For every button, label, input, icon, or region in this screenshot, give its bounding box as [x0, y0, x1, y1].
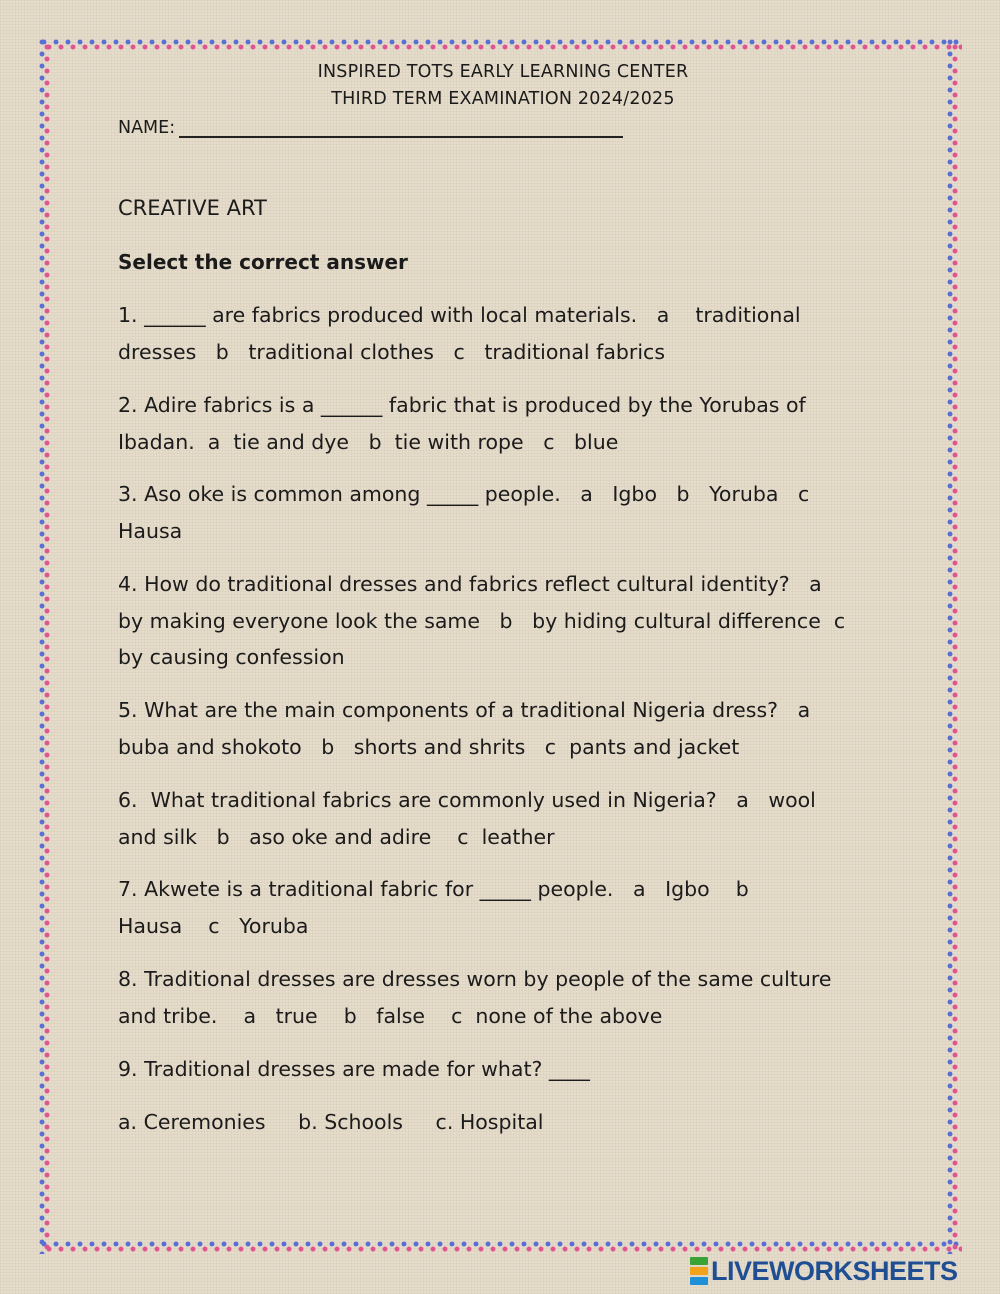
question-line: and tribe. a true b false c none of the above [118, 1003, 663, 1028]
question-line: 1. ______ are fabrics produced with local materials. a traditional [118, 303, 801, 327]
question-2 [118, 387, 888, 460]
question-4 [118, 566, 888, 676]
question-line: a. Ceremonies b. Schools c. Hospital [118, 1110, 544, 1134]
decorative-border-right [946, 38, 960, 1254]
question-line: 5. What are the main components of a traditional Nigeria dress? a [118, 698, 811, 722]
decorative-border-top [40, 38, 962, 52]
exam-title: THIRD TERM EXAMINATION 2024/2025 [331, 89, 675, 109]
question-line: 6. What traditional fabrics are commonly used in Nigeria? a wool [118, 788, 816, 812]
question-6 [118, 782, 888, 855]
question-9-options [118, 1104, 888, 1141]
liveworksheets-watermark [690, 1252, 958, 1290]
question-line: Hausa [118, 518, 183, 543]
question-line: 2. Adire fabrics is a ______ fabric that is produced by the Yorubas of [118, 393, 806, 417]
question-8 [118, 961, 888, 1034]
name-field[interactable] [179, 116, 623, 138]
question-line: 8. Traditional dresses are dresses worn by people of the same culture [118, 967, 832, 991]
question-line: Hausa c Yoruba [118, 913, 309, 938]
question-1 [118, 297, 888, 370]
decorative-border-left [38, 38, 52, 1254]
watermark-text: LIVEWORKSHEETS [711, 1255, 958, 1286]
liveworksheets-logo-icon [690, 1256, 708, 1286]
question-9 [118, 1051, 888, 1088]
subject-title: CREATIVE ART [118, 196, 267, 220]
school-name: INSPIRED TOTS EARLY LEARNING CENTER [317, 62, 689, 82]
name-row [118, 116, 623, 138]
question-line: by making everyone look the same b by hiding cultural difference c [118, 608, 846, 633]
name-label: NAME: [118, 118, 176, 138]
question-line: dresses b traditional clothes c traditional fabrics [118, 339, 665, 364]
question-line: buba and shokoto b shorts and shrits c pants and jacket [118, 734, 740, 759]
question-line: and silk b aso oke and adire c leather [118, 824, 555, 849]
question-5 [118, 692, 888, 765]
question-line: Ibadan. a tie and dye b tie with rope c blue [118, 429, 619, 454]
question-3 [118, 476, 888, 549]
instruction: Select the correct answer [118, 250, 408, 274]
question-line: 4. How do traditional dresses and fabrics reflect cultural identity? a [118, 572, 822, 596]
question-line: 7. Akwete is a traditional fabric for _____ people. a Igbo b [118, 877, 749, 901]
question-line: 9. Traditional dresses are made for what? ____ [118, 1057, 590, 1081]
question-line: 3. Aso oke is common among _____ people. a Igbo b Yoruba c [118, 482, 810, 506]
question-7 [118, 871, 888, 944]
question-line: by causing confession [118, 645, 345, 669]
